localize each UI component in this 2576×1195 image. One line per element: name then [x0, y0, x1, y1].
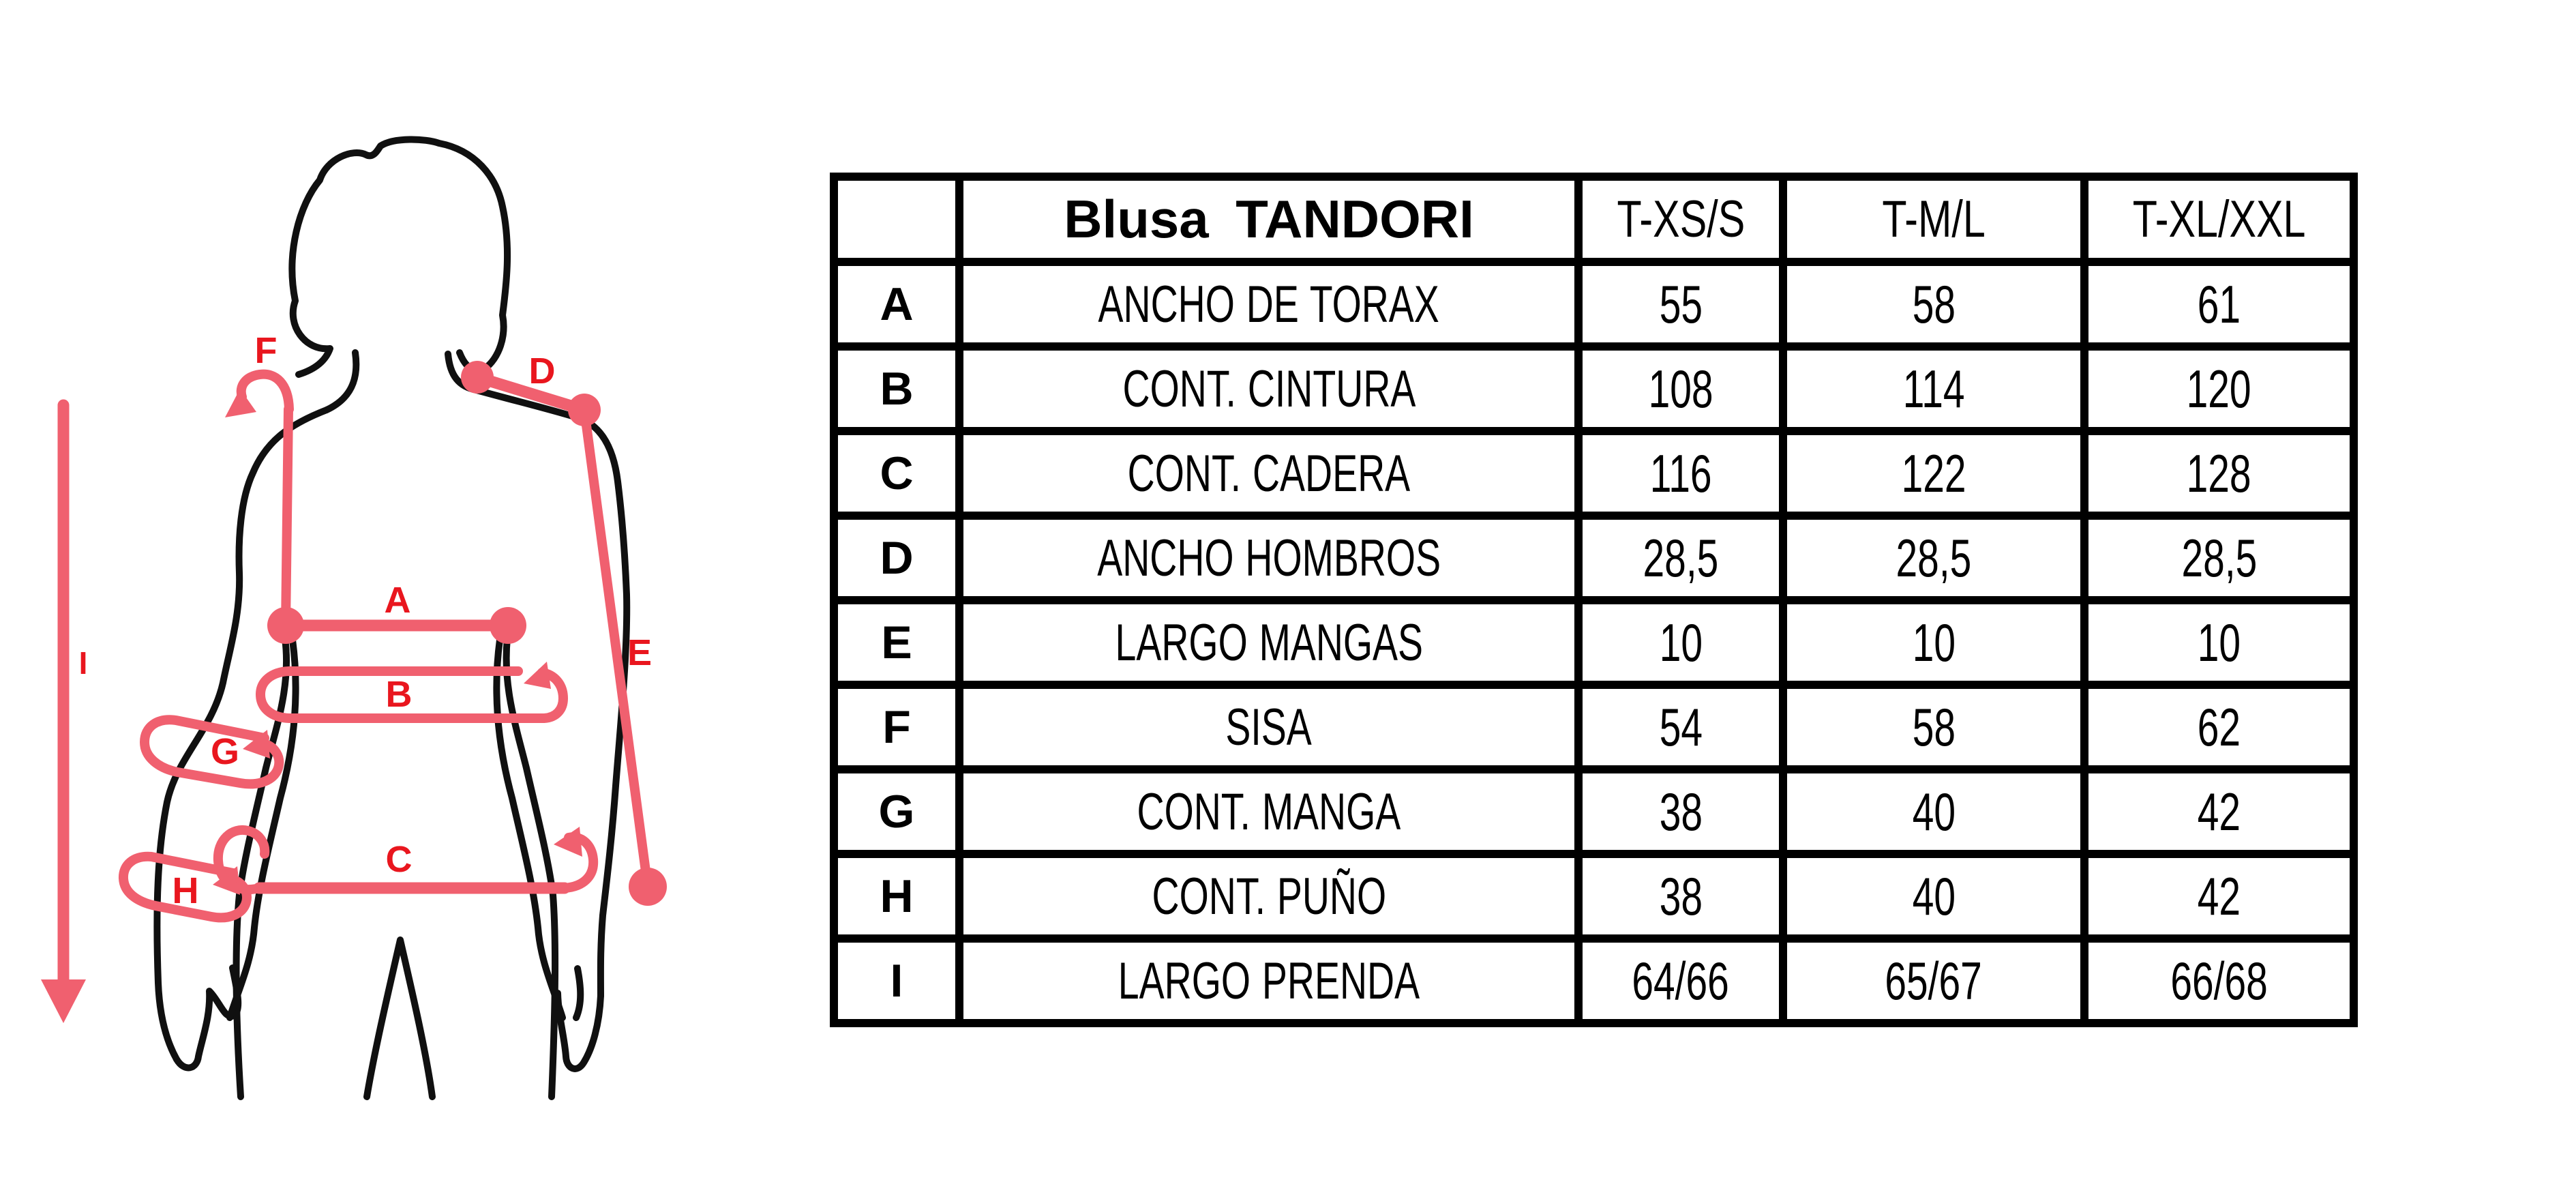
figure-label-f: F — [254, 330, 278, 371]
row-measure-name — [959, 262, 1578, 346]
measure-e-dot — [629, 868, 667, 906]
row-value-text: 65/67 — [1885, 950, 1983, 1011]
size-header-m-l — [1783, 177, 2084, 262]
figure-label-d: D — [528, 351, 556, 392]
row-value-text: 66/68 — [2170, 950, 2268, 1011]
row-value-text: 28,5 — [1643, 527, 1719, 588]
row-key: C — [834, 431, 959, 516]
row-key: F — [834, 685, 959, 769]
row-value-text: 42 — [2197, 866, 2241, 926]
row-measure-name-text: CONT. PUÑO — [1152, 867, 1386, 926]
figure-label-b: B — [385, 674, 413, 715]
measure-f-arrowhead-icon — [225, 389, 256, 417]
size-header-xs-s — [1578, 177, 1783, 262]
row-value-text: 58 — [1912, 696, 1956, 757]
row-value-text: 40 — [1912, 866, 1956, 926]
row-value-text: 28,5 — [2181, 527, 2257, 588]
figure-label-g: G — [210, 731, 240, 772]
row-value-xs-s — [1578, 939, 1783, 1023]
row-value-m-l — [1783, 769, 2084, 854]
measurement-diagram — [0, 0, 839, 1195]
measure-i-arrowhead-icon — [41, 979, 86, 1023]
row-key: I — [834, 939, 959, 1023]
row-measure-name-text: LARGO PRENDA — [1118, 951, 1420, 1010]
row-value-m-l — [1783, 939, 2084, 1023]
row-value-text: 61 — [2197, 274, 2241, 334]
row-value-text: 108 — [1648, 358, 1713, 419]
table-row — [834, 769, 2354, 854]
row-value-xs-s — [1578, 685, 1783, 769]
row-value-xl-xxl — [2084, 431, 2354, 516]
row-value-m-l — [1783, 516, 2084, 600]
row-value-xl-xxl — [2084, 769, 2354, 854]
row-value-text: 28,5 — [1896, 527, 1972, 588]
row-measure-name — [959, 431, 1578, 516]
row-value-xs-s — [1578, 431, 1783, 516]
row-value-xl-xxl — [2084, 516, 2354, 600]
row-value-text: 38 — [1659, 781, 1703, 842]
measure-f-line — [286, 409, 288, 625]
table-row — [834, 346, 2354, 431]
measure-b-arrowhead-icon — [524, 662, 551, 689]
row-measure-name — [959, 769, 1578, 854]
row-measure-name — [959, 939, 1578, 1023]
row-measure-name — [959, 600, 1578, 685]
row-value-text: 55 — [1659, 274, 1703, 334]
table-row — [834, 431, 2354, 516]
row-value-text: 116 — [1649, 443, 1712, 503]
hair-outline — [292, 139, 507, 374]
size-table-body — [834, 177, 2354, 1023]
row-measure-name-text: CONT. CADERA — [1127, 444, 1411, 503]
row-key: D — [834, 516, 959, 600]
row-value-m-l — [1783, 854, 2084, 939]
row-value-text: 10 — [1912, 612, 1956, 673]
table-row — [834, 939, 2354, 1023]
row-value-xs-s — [1578, 516, 1783, 600]
row-value-xl-xxl — [2084, 854, 2354, 939]
row-value-xl-xxl — [2084, 600, 2354, 685]
table-row — [834, 516, 2354, 600]
table-row — [834, 600, 2354, 685]
row-value-xs-s — [1578, 262, 1783, 346]
size-header-label: T-M/L — [1882, 190, 1986, 248]
row-measure-name — [959, 516, 1578, 600]
row-key: A — [834, 262, 959, 346]
row-measure-name-text: ANCHO DE TORAX — [1098, 275, 1440, 334]
measure-a-dot-right — [490, 607, 526, 644]
figure-label-i: I — [78, 645, 88, 681]
row-value-text: 64/66 — [1632, 950, 1730, 1011]
row-measure-name-text: CONT. CINTURA — [1122, 359, 1416, 418]
corner-cell — [834, 177, 959, 262]
size-header-label: T-XL/XXL — [2132, 190, 2306, 248]
row-value-m-l — [1783, 262, 2084, 346]
row-value-text: 10 — [1659, 612, 1703, 673]
row-value-xl-xxl — [2084, 262, 2354, 346]
row-value-xl-xxl — [2084, 939, 2354, 1023]
row-value-text: 10 — [2197, 612, 2241, 673]
row-value-xl-xxl — [2084, 346, 2354, 431]
size-header-label: T-XS/S — [1617, 190, 1745, 248]
row-measure-name-text: ANCHO HOMBROS — [1097, 529, 1441, 587]
row-measure-name — [959, 854, 1578, 939]
table-title: Blusa TANDORI — [959, 177, 1578, 262]
row-value-m-l — [1783, 685, 2084, 769]
table-row — [834, 685, 2354, 769]
row-value-text: 62 — [2197, 696, 2241, 757]
row-key: H — [834, 854, 959, 939]
row-measure-name — [959, 346, 1578, 431]
figure-label-e: E — [627, 632, 653, 673]
row-key: E — [834, 600, 959, 685]
row-value-text: 128 — [2186, 443, 2251, 503]
row-value-text: 58 — [1912, 274, 1956, 334]
row-measure-name — [959, 685, 1578, 769]
row-value-text: 38 — [1659, 866, 1703, 926]
table-row — [834, 262, 2354, 346]
row-value-xs-s — [1578, 769, 1783, 854]
measure-c-arrowhead-icon — [554, 827, 582, 857]
row-value-text: 40 — [1912, 781, 1956, 842]
row-value-text: 122 — [1901, 443, 1966, 503]
measure-d-dot-left — [461, 361, 494, 394]
row-measure-name-text: CONT. MANGA — [1137, 782, 1401, 841]
row-value-text: 120 — [2186, 358, 2251, 419]
legs-inner-outline — [367, 940, 432, 1097]
row-value-xl-xxl — [2084, 685, 2354, 769]
row-key: G — [834, 769, 959, 854]
figure-label-c: C — [385, 839, 413, 880]
table-row — [834, 854, 2354, 939]
row-value-text: 42 — [2197, 781, 2241, 842]
size-header-xl-xxl — [2084, 177, 2354, 262]
size-table — [830, 173, 2358, 1027]
row-value-m-l — [1783, 346, 2084, 431]
row-measure-name-text: LARGO MANGAS — [1115, 613, 1423, 672]
row-value-xs-s — [1578, 346, 1783, 431]
measure-a-dot-left — [267, 607, 304, 644]
figure-label-h: H — [172, 870, 199, 911]
row-value-xs-s — [1578, 600, 1783, 685]
row-value-xs-s — [1578, 854, 1783, 939]
measurement-marks — [41, 361, 667, 1023]
neck-left-outline — [327, 353, 356, 410]
row-value-m-l — [1783, 431, 2084, 516]
row-measure-name-text: SISA — [1225, 698, 1313, 756]
figure-label-a: A — [384, 580, 411, 621]
row-value-text: 54 — [1659, 696, 1703, 757]
row-key: B — [834, 346, 959, 431]
row-value-text: 114 — [1902, 358, 1965, 419]
table-header-row — [834, 177, 2354, 262]
row-value-m-l — [1783, 600, 2084, 685]
